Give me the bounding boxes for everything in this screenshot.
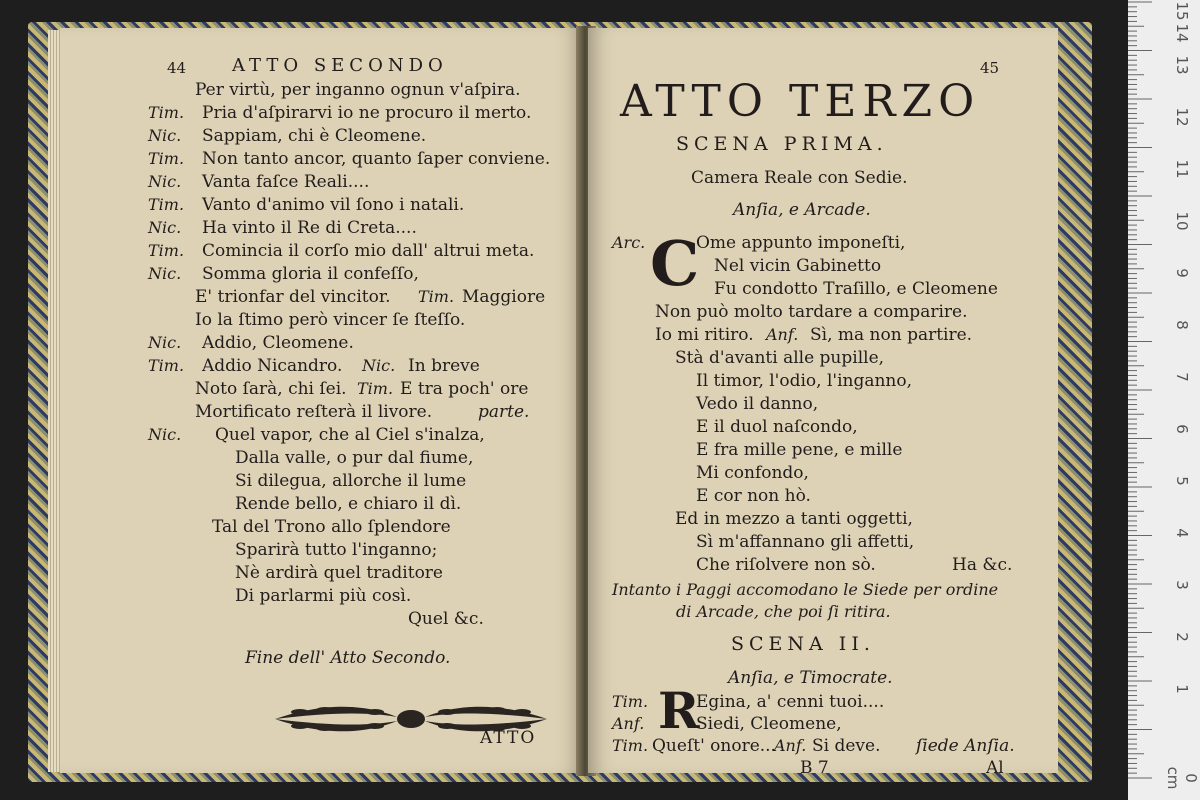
speaker: Tim. [148, 195, 185, 214]
speaker: Tim. [612, 736, 649, 755]
line: Maggiore [462, 287, 546, 307]
right-page-number: 45 [980, 59, 1000, 77]
scene-title: SCENA PRIMA. [676, 133, 888, 155]
ruler-label: 6 [1173, 424, 1191, 434]
speaker: Nic. [148, 264, 182, 283]
speaker: Tim. [148, 103, 185, 122]
ruler-label: 15 [1173, 1, 1191, 21]
speaker: Tim. [612, 692, 649, 711]
drop-cap: C [650, 227, 700, 300]
line: Ed in mezzo a tanti oggetti, [675, 509, 913, 529]
line: Fu condotto Traſillo, e Cleomene [714, 279, 998, 299]
speaker: Tim. [357, 379, 394, 398]
line: Sappiam, chi è Cleomene. [202, 126, 427, 146]
scene-title: SCENA II. [731, 633, 875, 655]
speaker: Tim. [148, 149, 185, 168]
speaker: Tim. [418, 287, 455, 306]
ruler-label: 7 [1173, 372, 1191, 382]
line: Si dilegua, allorche il lume [235, 471, 467, 491]
ruler-label: 8 [1173, 320, 1191, 330]
ruler-label: 13 [1173, 55, 1191, 75]
line: Quel vapor, che al Ciel s'inalza, [215, 425, 485, 445]
scene-characters: Anſia, e Timocrate. [728, 668, 893, 688]
ruler-label: 3 [1173, 580, 1191, 590]
line: Egina, a' cenni tuoi.... [696, 692, 885, 712]
speaker: Arc. [612, 233, 646, 252]
line: Tal del Trono allo ſplendore [212, 517, 451, 537]
ruler-label: 11 [1173, 159, 1191, 179]
line: Dalla valle, o pur dal fiume, [235, 448, 474, 468]
line: Addio, Cleomene. [202, 333, 354, 353]
line: Io mi ritiro. [655, 325, 754, 345]
speaker: Anf. [766, 325, 799, 344]
ruler-label: 0 cm [1164, 766, 1200, 790]
act-end-note: Fine dell' Atto Secondo. [245, 648, 451, 668]
speaker: Tim. [148, 241, 185, 260]
scene-setting: Camera Reale con Sedie. [691, 168, 908, 188]
line: Noto ſarà, chi ſei. [195, 379, 347, 399]
ruler-label: 1 [1173, 684, 1191, 694]
line: Sì m'affannano gli affetti, [696, 532, 915, 552]
speaker: Nic. [148, 218, 182, 237]
ruler-label: 5 [1173, 476, 1191, 486]
signature-mark: B 7 [800, 758, 829, 778]
line: Che riſolvere non sò. [696, 555, 876, 575]
line: Si deve. [812, 736, 881, 756]
line: E il duol naſcondo, [696, 417, 858, 437]
line: Ha vinto il Re di Creta.... [202, 218, 417, 238]
line: Per virtù, per inganno ognun v'aſpira. [195, 80, 521, 100]
line: E tra poch' ore [400, 379, 529, 399]
ruler-label: 10 [1173, 211, 1191, 231]
line: E' trionfar del vincitor. [195, 287, 391, 307]
speaker: Anf. [612, 714, 645, 733]
right-catchword: Al [986, 758, 1004, 778]
speaker: Nic. [148, 126, 182, 145]
act-title: ATTO TERZO [620, 76, 981, 127]
stage-direction: di Arcade, che poi ſi ritira. [676, 602, 891, 621]
line: E cor non hò. [696, 486, 811, 506]
ruler-label: 9 [1173, 268, 1191, 278]
left-catchword: ATTO [480, 728, 537, 748]
line: Pria d'aſpirarvi io ne procuro il merto. [202, 103, 532, 123]
line: Vanto d'animo vil ſono i natali. [202, 195, 465, 215]
line: Nè ardirà quel traditore [235, 563, 443, 583]
line: Siedi, Cleomene, [696, 714, 842, 734]
line: Mi confondo, [696, 463, 809, 483]
line: Di parlarmi più così. [235, 586, 412, 606]
ruler-label: 12 [1173, 107, 1191, 127]
speaker: Nic. [362, 356, 396, 375]
line: Vanta faſce Reali.... [202, 172, 370, 192]
line: Ome appunto imponeſti, [696, 233, 906, 253]
speaker: Tim. [148, 356, 185, 375]
speaker: Anf. [774, 736, 807, 755]
scene-characters: Anſia, e Arcade. [733, 200, 871, 220]
line: Mortificato reſterà il livore. [195, 402, 433, 422]
line: Somma gloria il confeſſo, [202, 264, 419, 284]
line: Stà d'avanti alle pupille, [675, 348, 885, 368]
right-page [588, 28, 1058, 778]
line: Queſt' onore... [652, 736, 776, 756]
line: Vedo il danno, [696, 394, 819, 414]
speaker: Nic. [148, 333, 182, 352]
speaker: Nic. [148, 425, 182, 444]
left-running-head: ATTO SECONDO [232, 55, 448, 76]
line: Rende bello, e chiaro il dì. [235, 494, 462, 514]
left-page [60, 28, 582, 773]
line: Addio Nicandro. [202, 356, 343, 376]
stage-direction: Intanto i Paggi accomodano le Siede per ordine [612, 580, 999, 599]
left-page-number: 44 [167, 59, 187, 77]
stage-direction: ſiede Anſia. [916, 736, 1015, 756]
line: Sparirà tutto l'inganno; [235, 540, 438, 560]
ruler-label: 14 [1173, 23, 1191, 43]
line: Quel &c. [408, 609, 484, 629]
line: Io la ſtimo però vincer ſe ſteſſo. [195, 310, 466, 330]
drop-cap: R [658, 681, 700, 740]
line: Non può molto tardare a comparire. [655, 302, 968, 322]
line: Non tanto ancor, quanto ſaper conviene. [202, 149, 551, 169]
line: Nel vicin Gabinetto [714, 256, 882, 276]
line: In breve [408, 356, 480, 376]
line: E fra mille pene, e mille [696, 440, 903, 460]
ruler-label: 4 [1173, 528, 1191, 538]
line: Sì, ma non partire. [810, 325, 973, 345]
stage-direction: parte. [478, 402, 530, 422]
line: Comincia il corſo mio dall' altrui meta. [202, 241, 535, 261]
ruler-label: 2 [1173, 632, 1191, 642]
line: Ha &c. [952, 555, 1013, 575]
line: Il timor, l'odio, l'inganno, [696, 371, 913, 391]
speaker: Nic. [148, 172, 182, 191]
